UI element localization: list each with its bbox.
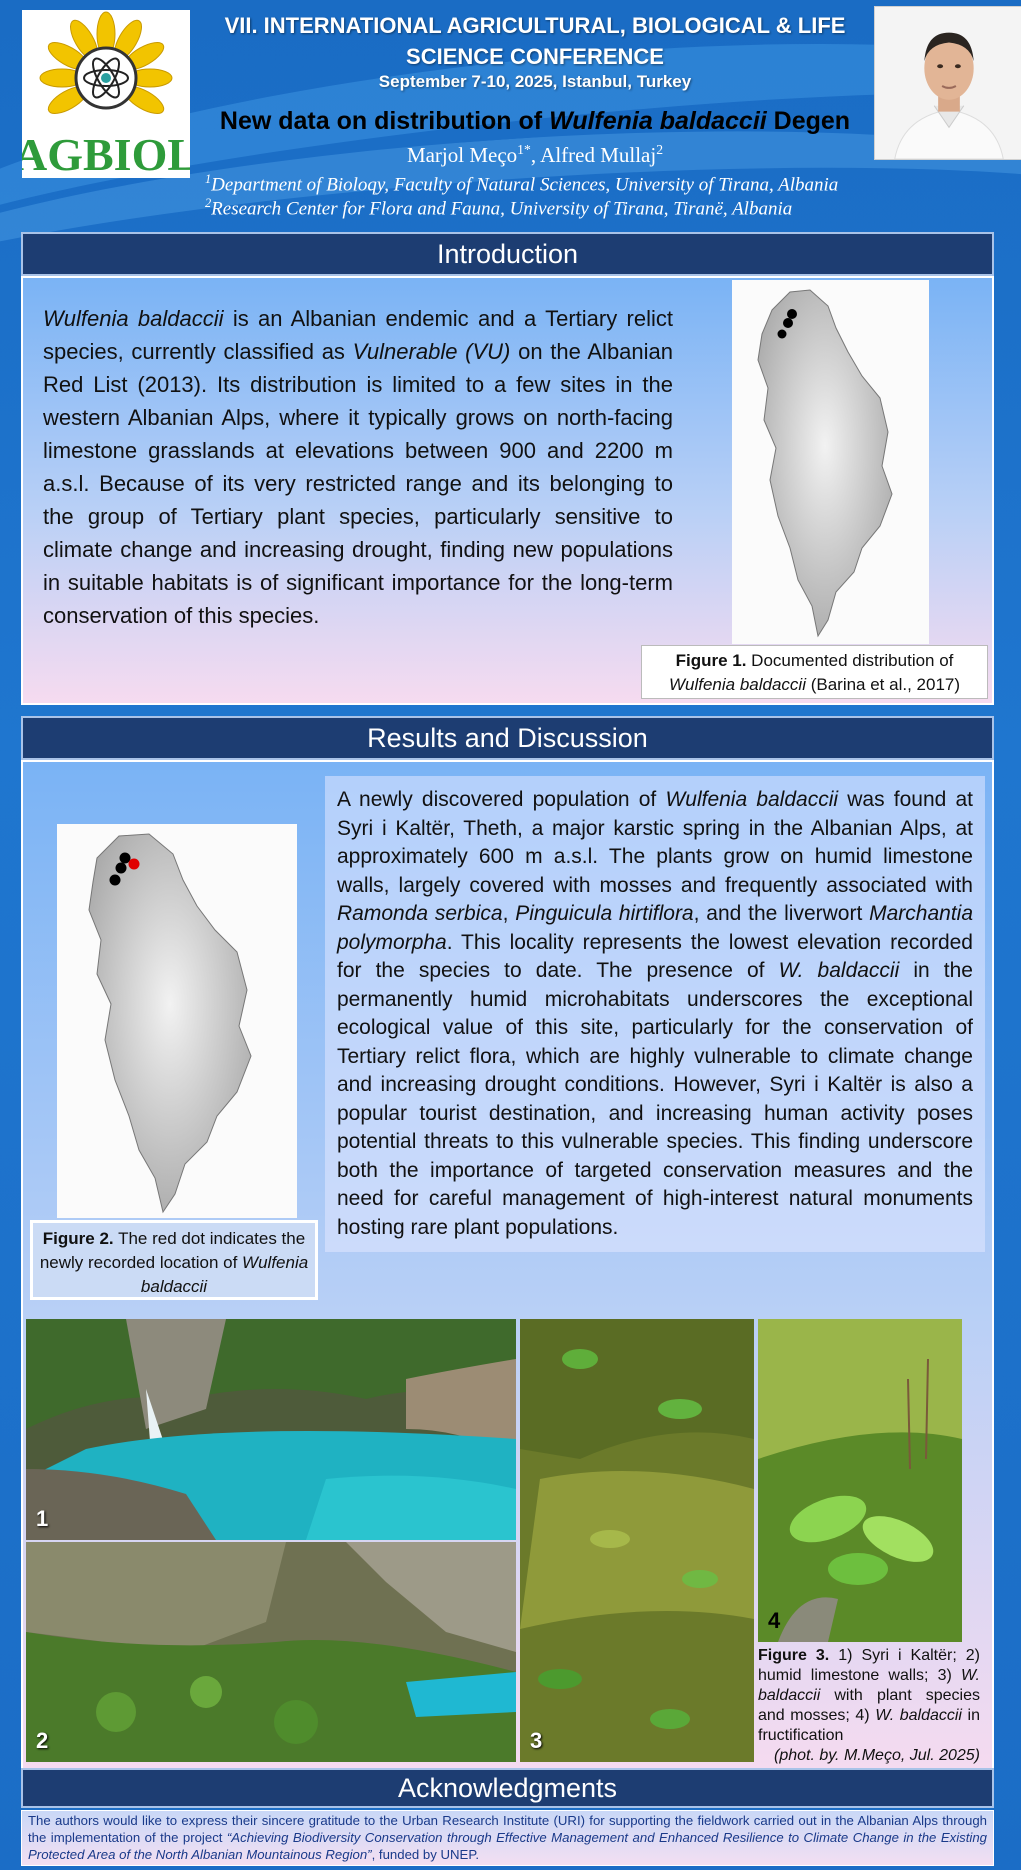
albania-distribution-map-1 (732, 280, 929, 644)
figure-1-caption: Figure 1. Documented distribution of Wulfenia baldaccii (Barina et al., 2017) (641, 645, 988, 699)
conference-date: September 7-10, 2025, Istanbul, Turkey (378, 72, 692, 91)
photo-4-fructification (758, 1319, 962, 1642)
photo-1-blue-spring (26, 1319, 516, 1540)
authors: Marjol Meço$^{1*}$, Alfred Mullaj$^2$ (406, 142, 664, 167)
results-text: A newly discovered population of Wulfenia baldaccii was found at Syri i Kaltër, Theth, a major karstic spring in the Albanian Alps, at approximately 600 m a.s.l. The plants grow on humid limestone walls, largely covered with mosses and frequently associated with Ramonda serbica, Pinguicula hirtiflora, and the liverwort Marchantia polymorpha. This locality represents the lowest elevation recorded for the species to date. The presence of W. baldaccii in the permanently humid microhabitats underscores the exceptional ecological value of this site, particularly for the conservation of Tertiary relict flora, which are highly vulnerable to climate change and increasing drought conditions. However, Syri i Kaltër is also a popular tourist destination, and increasing human activity poses potential threats to this vulnerable species. This finding underscore both the importance of targeted conservation measures and the need for careful management of high-interest natural monuments hosting rare plant populations. (325, 776, 985, 1252)
introduction-text: Wulfenia baldaccii is an Albanian endemic and a Tertiary relict species, currently classified as Vulnerable (VU) on the Albanian Red List (2013). Its distribution is limited to a few sites in the western Albanian Alps, where it typically grows on north-facing limestone grasslands at elevations between 900 and 2200 m a.s.l. Because of its very restricted range and its belonging to the group of Tertiary plant species, particularly sensitive to climate change and increasing drought, finding new populations in suitable habitats is of significant importance for the long-term conservation of this species. (43, 306, 674, 628)
acknowledgments-text: The authors would like to express their sincere gratitude to the Urban Research Institute (URI) for supporting the fieldwork carried out in the Albanian Alps through the implementation of the project “Achieving Biodiversity Conservation through Effective Management and Enhanced Resilience to Climate Change in the Existing Protected Area of the North Albanian Mountainous Region”, funded by UNEP. (21, 1810, 994, 1866)
photo-number: 3 (530, 1728, 543, 1753)
photo-number: 2 (36, 1728, 49, 1753)
svg-text:AGBIOL: AGBIOL (22, 129, 190, 178)
figure-3-caption: Figure 3. 1) Syri i Kaltër; 2) humid limestone walls; 3) W. baldaccii with plant species and mosses; 4) W. baldaccii in fructification (phot. by. M.Meço, Jul. 2025) (758, 1647, 981, 1764)
photo-3-plants-and-mosses (520, 1319, 754, 1762)
results-heading: Results and Discussion (21, 716, 994, 760)
photo-number: 4 (768, 1608, 781, 1633)
paper-title: New data on distribution of Wulfenia baldaccii Degen (219, 107, 851, 135)
photo-2-limestone-walls (26, 1542, 516, 1762)
introduction-panel (21, 276, 994, 705)
acknowledgments-heading: Acknowledgments (21, 1768, 994, 1808)
figure-2-caption: Figure 2. The red dot indicates the newly recorded location of Wulfenia baldaccii (30, 1220, 318, 1300)
affiliation-2: $^2$Research Center for Flora and Fauna, University of Tirana, Tiranë, Albania (205, 196, 793, 220)
albania-distribution-map-2 (57, 824, 297, 1218)
conference-title: VII. INTERNATIONAL AGRICULTURAL, BIOLOGICAL & LIFE SCIENCE CONFERENCE (224, 13, 846, 69)
agbiol-logo (22, 10, 190, 178)
affiliation-1: $^1$Department of Bioloqy, Faculty of Natural Sciences, University of Tirana, Albania (205, 172, 839, 196)
introduction-heading: Introduction (21, 232, 994, 276)
poster-header (0, 0, 1021, 225)
author-photo (874, 6, 1021, 160)
photo-number: 1 (36, 1506, 49, 1531)
